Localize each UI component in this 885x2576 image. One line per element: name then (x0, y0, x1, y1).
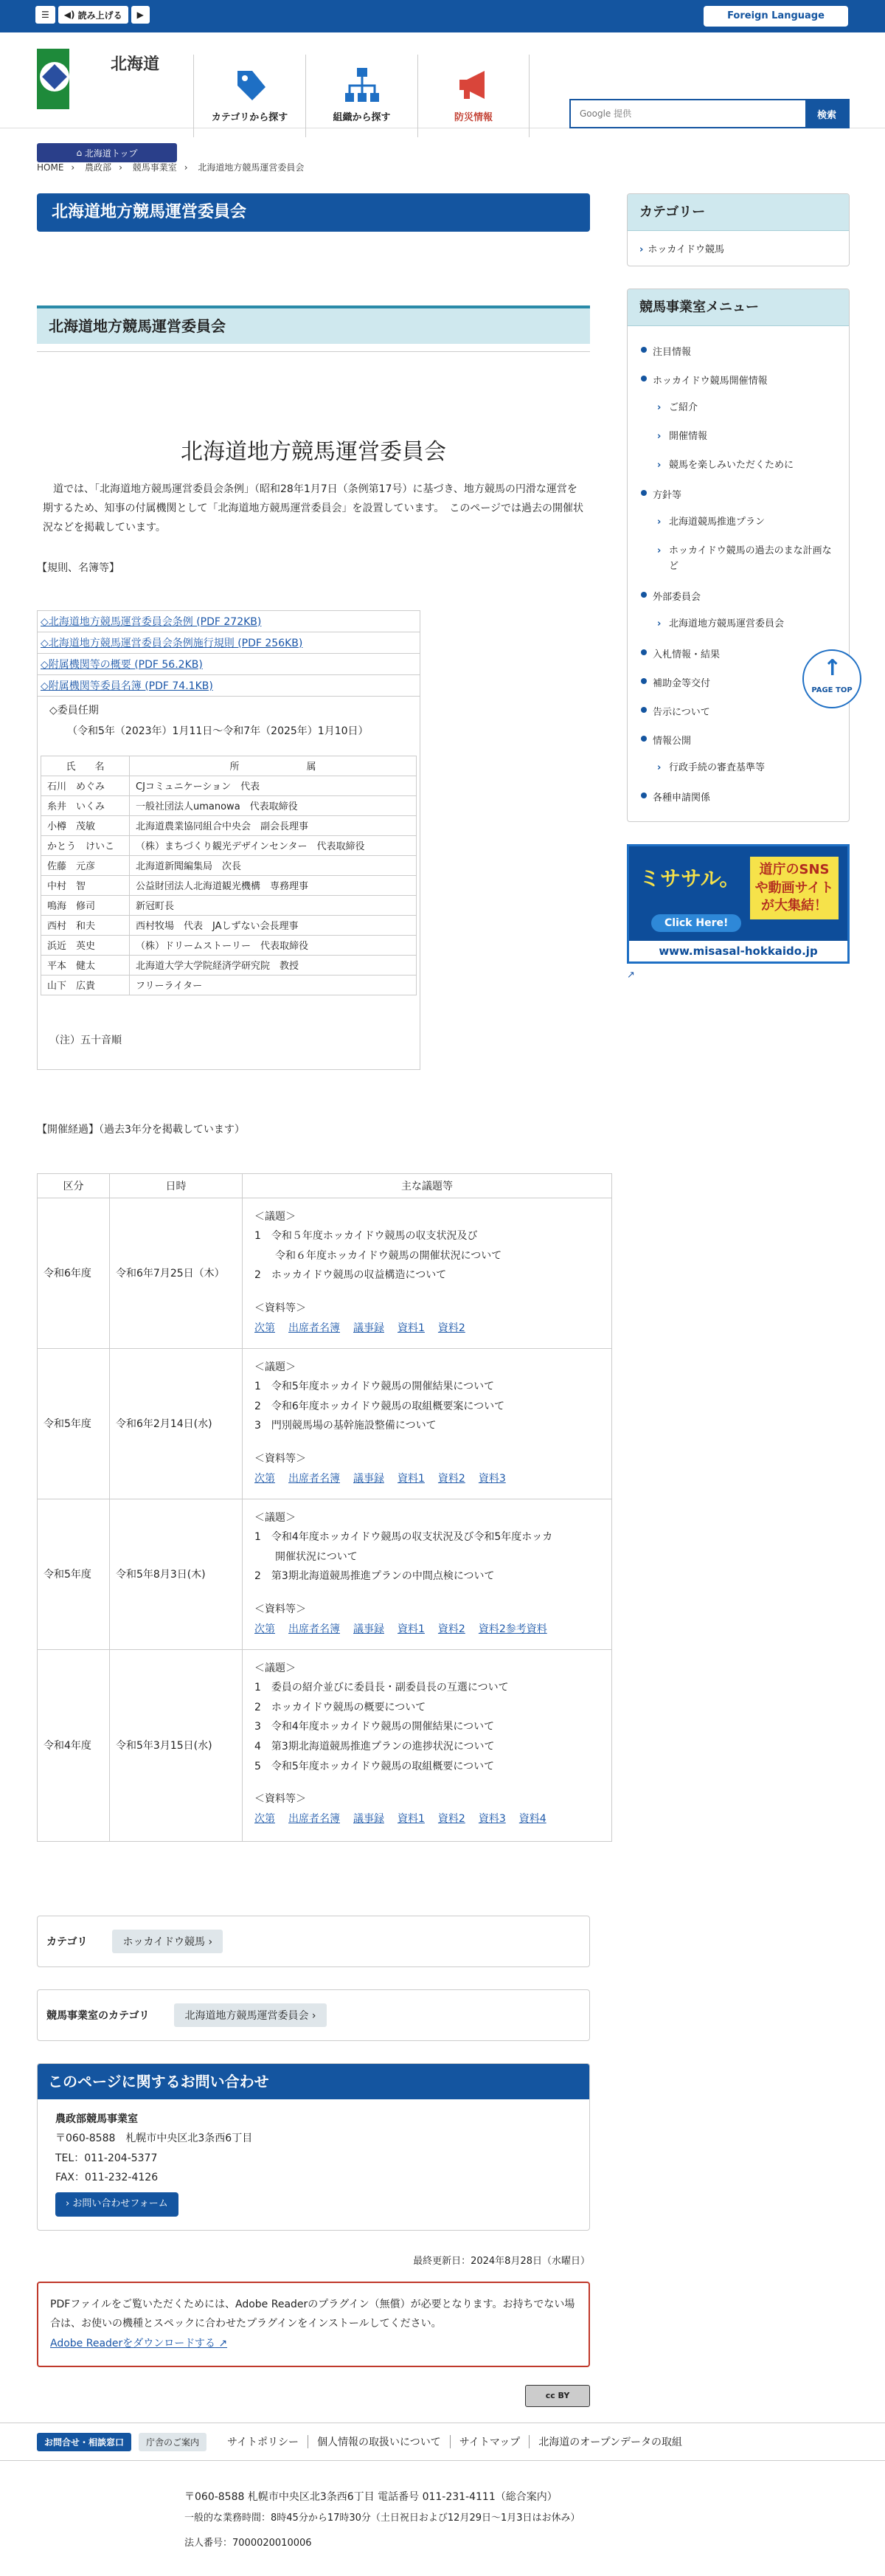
keiba-category-tag-label: 北海道地方競馬運営委員会 (184, 2009, 309, 2022)
table-row (41, 855, 417, 875)
file-link[interactable]: 資料3 (478, 1812, 506, 1825)
meeting-era: 令和6年度 (38, 1198, 110, 1348)
agenda-item: 2 第3期北海道競馬推進プランの中間点検について (254, 1570, 495, 1583)
agenda-item: 1 令和4年度ホッカイドウ競馬の収支状況及び令和5年度ホッカ (254, 1531, 553, 1544)
file-link[interactable]: 資料4 (518, 1812, 546, 1825)
file-link[interactable]: 資料2 (437, 1623, 465, 1635)
inquiry-fax: FAX：011-232-4126 (55, 2172, 159, 2184)
megaphone-icon (454, 65, 493, 105)
footer-nav (0, 2423, 885, 2461)
page-title: 北海道地方競馬運営委員会 (181, 439, 446, 465)
file-link[interactable]: 議事録 (353, 1322, 384, 1334)
nav-category-label: カテゴリから探す (211, 112, 288, 123)
member-org: 公益財団法人北海道観光機構 専務理事 (130, 875, 417, 895)
agenda-item: 2 ホッカイドウ競馬の概要について (254, 1701, 426, 1713)
top-bar (0, 0, 885, 32)
hokkaido-emblem-icon (37, 49, 69, 109)
breadcrumb-keiba[interactable]: 競馬事業室 (132, 162, 177, 173)
meeting-era: 令和5年度 (38, 1499, 110, 1649)
site-header (0, 32, 885, 159)
member-org: （株）ドリームストーリー 代表取締役 (130, 935, 417, 955)
nav-category[interactable] (193, 55, 305, 137)
breadcrumb-home[interactable]: HOME (37, 162, 64, 173)
member-name: 小樽 茂敏 (41, 815, 130, 835)
file-link[interactable]: 議事録 (353, 1623, 384, 1635)
agenda-item: 1 令和5年度ホッカイドウ競馬の開催結果について (254, 1381, 495, 1393)
order-note: （注）五十音順 (49, 1034, 122, 1046)
file-link[interactable]: 出席者名簿 (288, 1812, 340, 1825)
file-link[interactable]: 次第 (254, 1322, 275, 1334)
files-label: ＜資料等＞ (254, 1453, 306, 1465)
meeting-agenda (243, 1499, 612, 1649)
member-org: 西村牧場 代表 JAしずない会長理事 (130, 915, 417, 935)
inquiry-box (37, 2063, 590, 2231)
sidebar-item[interactable]: ホッカイドウ競馬開催情報 (639, 365, 837, 394)
category-label: カテゴリ (46, 1936, 88, 1948)
footer-address: 〒060-8588 札幌市中央区北3条西6丁目 電話番号 011-231-4111（総合案内） (184, 2491, 558, 2503)
member-org: 一般社団法人umanowa 代表取締役 (130, 795, 417, 815)
chevron-right-icon: › (66, 2198, 73, 2210)
table-row (41, 935, 417, 955)
page-top-button[interactable]: ↑ PAGE TOP (802, 649, 861, 708)
meet-head-era: 区分 (38, 1173, 110, 1198)
nav-organization-label: 組織から探す (333, 112, 391, 123)
keiba-category-box (37, 1989, 590, 2041)
member-name: 浜近 英史 (41, 935, 130, 955)
table-row (41, 835, 417, 855)
logo-name: 北海道 (111, 55, 160, 74)
adobe-download-link[interactable] (50, 2338, 227, 2349)
pdf-notice (37, 2282, 590, 2367)
sidebar (627, 193, 850, 981)
file-link[interactable]: 次第 (254, 1623, 275, 1635)
office-guide-button[interactable]: 庁舎のご案内 (139, 2433, 206, 2451)
search-button[interactable]: 検索 (805, 100, 848, 127)
sidebar-item[interactable]: 方針等 (639, 480, 837, 508)
site-search (569, 99, 850, 128)
sidebar-subitem[interactable]: › ご紹介 (639, 394, 837, 423)
category-box (37, 1916, 590, 1967)
meeting-agenda (243, 1198, 612, 1348)
inquiry-dept: 農政部競馬事業室 (55, 2113, 138, 2125)
agenda-item: 5 令和5年度ホッカイドウ競馬の取組概要について (254, 1760, 495, 1772)
file-link[interactable]: 資料1 (398, 1812, 425, 1825)
term-label: ◇委員任期 (49, 704, 99, 716)
section-title: 北海道地方競馬運営委員会 (37, 305, 590, 344)
agenda-item: 2 ホッカイドウ競馬の収益構造について (254, 1269, 447, 1282)
file-link[interactable]: 資料2 (437, 1472, 465, 1485)
sidebar-menu (627, 289, 850, 822)
file-link[interactable]: 議事録 (353, 1812, 384, 1825)
sidebar-category-item[interactable] (639, 241, 837, 255)
member-org: 北海道農業協同組合中央会 副会長理事 (130, 815, 417, 835)
file-link[interactable]: 資料2参考資料 (478, 1623, 547, 1635)
member-org: （株）まちづくり観光デザインセンター 代表取締役 (130, 835, 417, 855)
meeting-era: 令和4年度 (38, 1649, 110, 1841)
meetings-heading: 【開催経過】（過去3年分を掲載しています） (37, 1123, 245, 1136)
table-row (41, 915, 417, 935)
doc-link-overview[interactable]: ◇附属機関等の概要 (PDF 56.2KB) (41, 658, 203, 671)
inquiry-form-label: お問い合わせフォーム (72, 2198, 168, 2210)
sidebar-item[interactable]: 告示について (639, 697, 837, 725)
footer-corp-number: 法人番号：7000020010006 (184, 2537, 312, 2549)
table-row (38, 1348, 612, 1499)
hokkaido-top-label: 北海道トップ (84, 148, 138, 159)
member-org: 新冠町長 (130, 895, 417, 915)
last-updated: 最終更新日：2024年8月28日（水曜日） (413, 2255, 590, 2267)
file-link[interactable]: 資料2 (437, 1322, 465, 1334)
member-name: 糸井 いくみ (41, 795, 130, 815)
agenda-item: 3 門別競馬場の基幹施設整備について (254, 1420, 437, 1432)
table-row (38, 1198, 612, 1348)
footer-hours: 一般的な業務時間：8時45分から17時30分（土日祝日および12月29日～1月3日はお休み） (184, 2513, 580, 2524)
doc-link-regulation[interactable]: ◇北海道地方競馬運営委員会条例施行規則 (PDF 256KB) (41, 637, 303, 649)
meeting-date: 令和6年2月14日(水) (110, 1348, 243, 1499)
files-label: ＜資料等＞ (254, 1793, 306, 1806)
chevron-right-icon: › (184, 162, 188, 173)
read-aloud-label: 読み上げる (77, 10, 122, 21)
inquiry-addr: 〒060-8588 札幌市中央区北3条西6丁目 (55, 2133, 253, 2145)
sidebar-subitem[interactable]: › 競馬を楽しみいただくために (639, 452, 837, 480)
breadcrumb (37, 161, 311, 173)
agenda-item: 4 第3期北海道競馬推進プランの進捗状況について (254, 1741, 495, 1753)
agenda-item: 2 令和6年度ホッカイドウ競馬の取組概要案について (254, 1400, 505, 1412)
member-org: 北海道新聞編集局 次長 (130, 855, 417, 875)
member-name: かとう けいこ (41, 835, 130, 855)
meeting-date: 令和5年3月15日(水) (110, 1649, 243, 1841)
agenda-label: ＜議題＞ (254, 1511, 296, 1524)
divider (529, 2435, 530, 2448)
table-row (41, 895, 417, 915)
sidebar-item[interactable]: 情報公開 (639, 725, 837, 754)
file-link[interactable]: 次第 (254, 1812, 275, 1825)
adobe-download-label: Adobe Readerをダウンロードする (50, 2337, 215, 2349)
misasal-banner[interactable] (627, 844, 850, 964)
rules-box (37, 610, 420, 1070)
member-table (41, 756, 417, 995)
inquiry-tel: TEL：011-204-5377 (55, 2152, 158, 2164)
member-name: 佐藤 元彦 (41, 855, 130, 875)
breadcrumb-current: 北海道地方競馬運営委員会 (198, 162, 305, 173)
sidebar-item[interactable]: 各種申請関係 (639, 782, 837, 811)
divider (450, 2435, 451, 2448)
banner-click: Click Here! (651, 914, 741, 932)
table-row (41, 815, 417, 835)
agenda-item: 1 令和５年度ホッカイドウ競馬の収支状況及び (254, 1230, 478, 1243)
agenda-label: ＜議題＞ (254, 1361, 296, 1373)
table-row (41, 795, 417, 815)
sidebar-category-item-label: ホッカイドウ競馬 (648, 244, 724, 255)
banner-title: ミササル。 (639, 866, 740, 891)
sidebar-item[interactable]: 補助金等交付 (639, 668, 837, 697)
file-link[interactable]: 資料1 (398, 1623, 425, 1635)
table-row (38, 1499, 612, 1649)
intro-text: 道では、「北海道地方競馬運営委員会条例」（昭和28年1月7日（条例第17号）に基づき、地方競馬の円滑な運営を期するため、知事の付属機関として「北海道地方競馬運営委員会」を設置しています。 このページでは過去の開催状況などを掲載しています。 (43, 483, 584, 533)
member-name: 中村 智 (41, 875, 130, 895)
chevron-right-icon: › (71, 162, 75, 173)
table-row (41, 776, 417, 795)
divider (37, 351, 590, 352)
home-icon: ⌂ (76, 148, 85, 158)
file-link[interactable]: 資料1 (398, 1322, 425, 1334)
sidebar-subitem[interactable]: › ホッカイドウ競馬の過去のまな計画など (639, 537, 837, 581)
meetings-table (37, 1173, 612, 1842)
nav-disaster-label: 防災情報 (454, 112, 493, 123)
member-name: 平本 健太 (41, 955, 130, 975)
file-link[interactable]: 資料3 (478, 1472, 506, 1485)
rules-heading: 【規則、名簿等】 (37, 562, 119, 574)
file-link[interactable]: 資料2 (437, 1812, 465, 1825)
hokkaido-top-button[interactable] (37, 143, 177, 162)
files-label: ＜資料等＞ (254, 1603, 306, 1616)
menu-icon[interactable]: ☰ (35, 6, 55, 24)
nav-organization[interactable] (305, 55, 417, 137)
meet-head-agenda: 主な議題等 (243, 1173, 612, 1198)
sidebar-subitem[interactable]: › 北海道地方競馬運営委員会 (639, 610, 837, 639)
file-link[interactable]: 出席者名簿 (288, 1472, 340, 1485)
file-link[interactable]: 出席者名簿 (288, 1623, 340, 1635)
category-tag-label: ホッカイドウ競馬 (122, 1936, 206, 1948)
tag-icon (230, 65, 270, 105)
meet-head-date: 日時 (110, 1173, 243, 1198)
keiba-category-label: 競馬事業室のカテゴリ (46, 2009, 150, 2022)
footer-link[interactable]: 北海道のオープンデータの取組 (538, 2437, 683, 2448)
footer-link[interactable]: サイトポリシー (227, 2437, 299, 2448)
member-head-name: 氏 名 (41, 756, 130, 776)
table-row (41, 955, 417, 975)
breadcrumb-nousei[interactable]: 農政部 (85, 162, 112, 173)
contact-window-button[interactable]: お問合せ・相談窓口 (37, 2433, 131, 2451)
file-link[interactable]: 議事録 (353, 1472, 384, 1485)
read-aloud-button[interactable] (58, 6, 128, 24)
header-nav (193, 55, 530, 137)
inquiry-form-button[interactable] (55, 2192, 178, 2217)
page-header-title: 北海道地方競馬運営委員会 (37, 193, 590, 232)
speaker-icon: ◀) (63, 10, 78, 20)
meeting-date: 令和6年7月25日（木） (110, 1198, 243, 1348)
meeting-date: 令和5年8月3日(木) (110, 1499, 243, 1649)
agenda-item: 3 令和4年度ホッカイドウ競馬の開催結果について (254, 1721, 495, 1733)
nav-disaster[interactable] (417, 55, 530, 137)
pdf-note-text: PDFファイルをご覧いただくためには、Adobe Readerのプラグイン（無償）が必要となります。お持ちでない場合は、お使いの機種とスペックに合わせたプラグインをインストールしてください。 (50, 2298, 575, 2330)
sidebar-item[interactable]: 注目情報 (639, 336, 837, 365)
member-head-org: 所 属 (130, 756, 417, 776)
agenda-item: 開催状況について (254, 1550, 358, 1563)
file-link[interactable]: 次第 (254, 1472, 275, 1485)
footer-info (184, 2487, 580, 2553)
agenda-label: ＜議題＞ (254, 1662, 296, 1674)
sidebar-subitem[interactable]: › 北海道競馬推進プラン (639, 508, 837, 537)
search-input[interactable] (571, 100, 805, 127)
doc-link-ordinance[interactable]: ◇北海道地方競馬運営委員会条例 (PDF 272KB) (41, 615, 262, 628)
member-org: CJコミュニケーション 代表 (130, 776, 417, 795)
inquiry-title: このページに関するお問い合わせ (38, 2064, 589, 2099)
meeting-era: 令和5年度 (38, 1348, 110, 1499)
term-value: （令和5年（2023年）1月11日～令和7年（2025年）1月10日） (67, 725, 369, 737)
chevron-right-icon: › (119, 162, 122, 173)
file-link[interactable]: 出席者名簿 (288, 1322, 340, 1334)
meeting-agenda (243, 1348, 612, 1499)
play-icon[interactable]: ▶ (131, 6, 150, 24)
member-name: 鳴海 修司 (41, 895, 130, 915)
keiba-category-tag[interactable]: 北海道地方競馬運営委員会 › (174, 2003, 326, 2027)
agenda-label: ＜議題＞ (254, 1210, 296, 1223)
agenda-item: 令和６年度ホッカイドウ競馬の開催状況について (254, 1249, 502, 1262)
file-link[interactable]: 資料1 (398, 1472, 425, 1485)
files-label: ＜資料等＞ (254, 1302, 306, 1315)
category-tag[interactable]: ホッカイドウ競馬 › (112, 1930, 223, 1953)
meeting-agenda (243, 1649, 612, 1841)
foreign-language-button[interactable]: Foreign Language (704, 6, 848, 27)
member-name: 西村 和夫 (41, 915, 130, 935)
member-name: 石川 めぐみ (41, 776, 130, 795)
agenda-item: 1 委員の紹介並びに委員長・副委員長の互選について (254, 1682, 509, 1694)
external-link-icon: ↗ (627, 970, 635, 981)
banner-catch: 道庁のSNSや動画サイトが大集結！ (750, 857, 839, 919)
member-org: フリーライター (130, 975, 417, 995)
banner-url: www.misasal-hokkaido.jp (629, 941, 847, 961)
table-row (41, 875, 417, 895)
sidebar-menu-title: 競馬事業室メニュー (628, 289, 849, 326)
cc-license-badge[interactable]: cc BY (525, 2385, 590, 2407)
member-name: 山下 広貴 (41, 975, 130, 995)
sidebar-category (627, 193, 850, 266)
main-content (37, 193, 590, 2367)
external-link-icon: ↗ (215, 2337, 228, 2349)
sidebar-item[interactable]: 外部委員会 (639, 581, 837, 610)
sidebar-subitem[interactable]: › 行政手続の審査基準等 (639, 754, 837, 783)
member-org: 北海道大学大学院経済学研究院 教授 (130, 955, 417, 975)
org-chart-icon (342, 65, 382, 105)
table-row (38, 1649, 612, 1841)
sidebar-item[interactable]: 入札情報・結果 (639, 639, 837, 668)
table-row (41, 975, 417, 995)
footer-link[interactable]: サイトマップ (459, 2437, 521, 2448)
sidebar-subitem[interactable]: › 開催情報 (639, 423, 837, 452)
sidebar-category-title: カテゴリー (628, 194, 849, 231)
doc-link-roster[interactable]: ◇附属機関等委員名簿 (PDF 74.1KB) (41, 680, 213, 692)
footer-link[interactable]: 個人情報の取扱いについて (317, 2437, 441, 2448)
